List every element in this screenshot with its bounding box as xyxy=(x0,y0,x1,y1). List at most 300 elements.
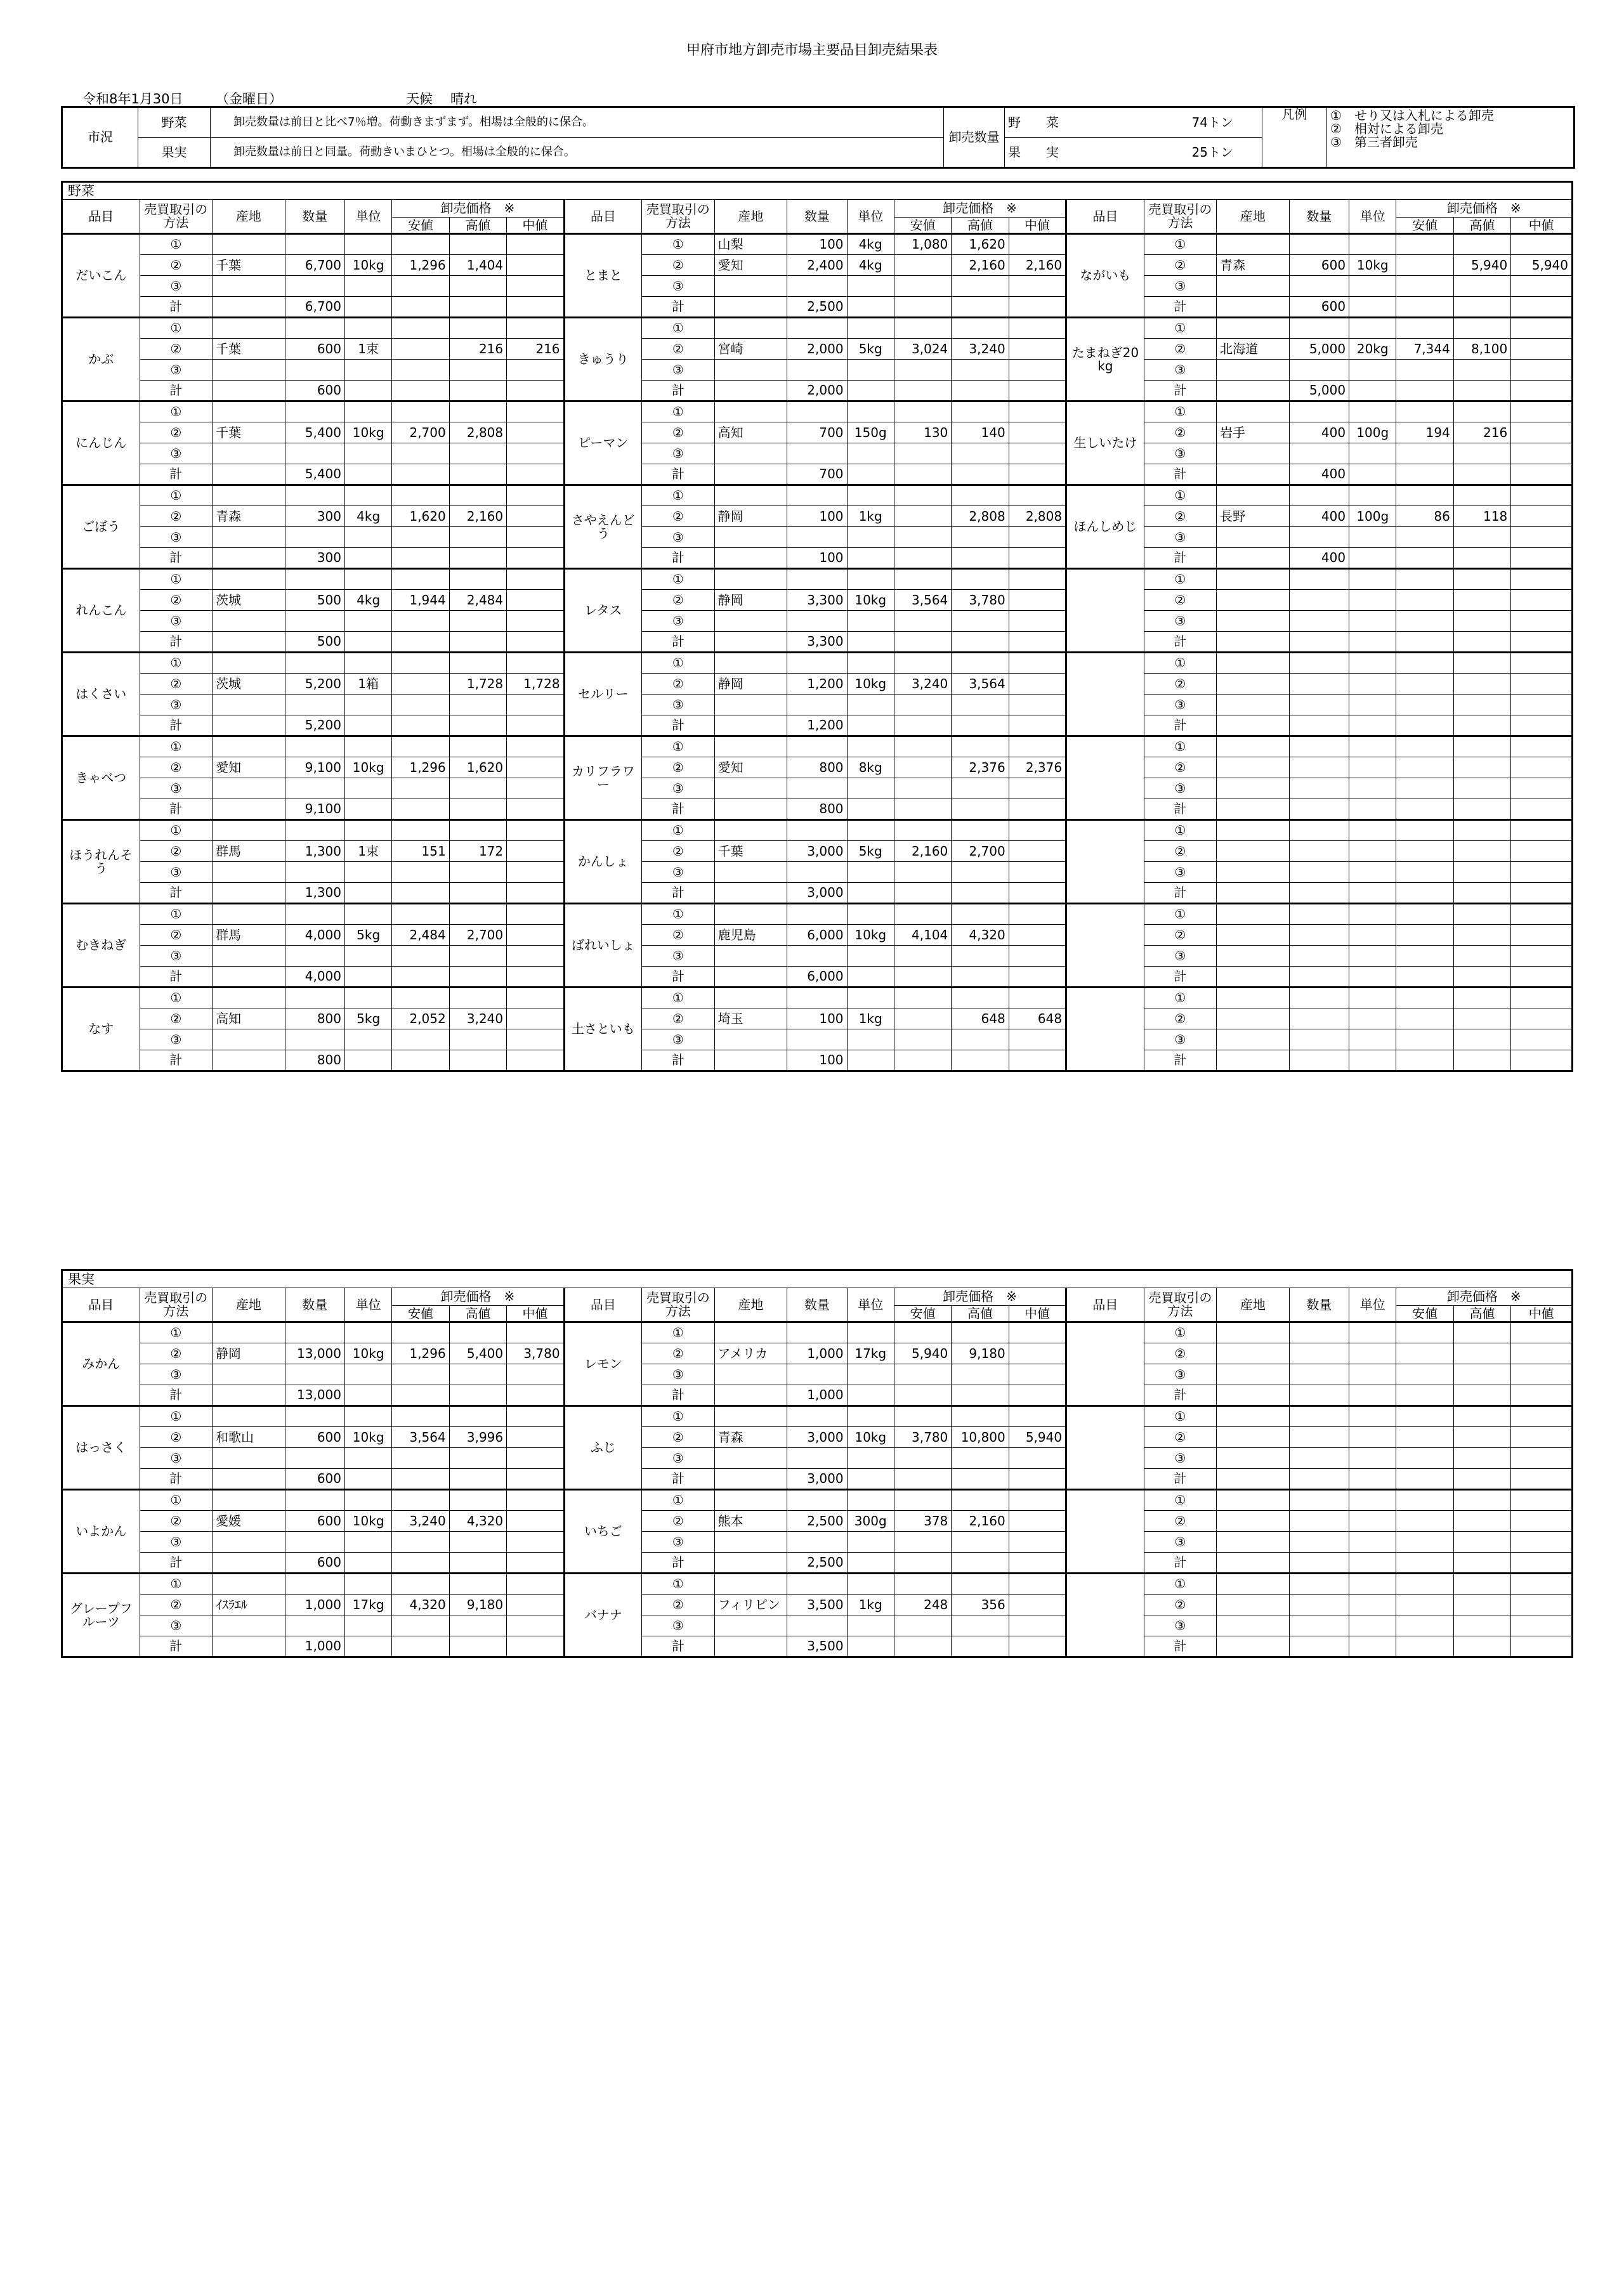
origin-cell xyxy=(1217,1636,1290,1657)
method-label: ① xyxy=(1144,1406,1217,1427)
empty-cell xyxy=(1453,799,1510,820)
empty-cell xyxy=(507,799,564,820)
empty-cell xyxy=(449,988,506,1008)
col-header-origin: 産地 xyxy=(714,200,787,234)
origin-cell xyxy=(1217,841,1290,862)
low-price-cell xyxy=(1396,1511,1453,1532)
table-row xyxy=(62,799,1573,820)
empty-cell xyxy=(1396,695,1453,715)
qty-cell xyxy=(1289,757,1349,778)
empty-cell xyxy=(1009,653,1066,674)
empty-cell xyxy=(787,611,847,632)
origin-cell xyxy=(714,1636,787,1657)
empty-cell xyxy=(213,904,285,925)
low-price-cell: 3,564 xyxy=(392,1427,449,1448)
empty-cell xyxy=(507,464,564,485)
method-label: ② xyxy=(642,506,715,527)
origin-cell: 静岡 xyxy=(714,590,787,611)
empty-cell xyxy=(714,318,787,339)
high-price-cell: 140 xyxy=(952,422,1009,443)
unit-cell: 10kg xyxy=(345,757,392,778)
empty-cell xyxy=(1396,715,1453,736)
qty-cell: 600 xyxy=(285,339,344,360)
empty-cell xyxy=(213,1029,285,1050)
col-header-qty: 数量 xyxy=(1289,200,1349,234)
empty-cell xyxy=(1396,1469,1453,1490)
table-row xyxy=(62,1469,1573,1490)
table-row xyxy=(62,988,1573,1008)
mid-price-cell: 5,940 xyxy=(1511,255,1573,276)
method-label: ③ xyxy=(642,1532,715,1553)
empty-cell xyxy=(213,1532,285,1553)
empty-cell xyxy=(1289,653,1349,674)
empty-cell xyxy=(449,234,506,255)
table-row xyxy=(62,1385,1573,1406)
low-price-cell: 3,024 xyxy=(894,339,951,360)
method-label: 計 xyxy=(642,632,715,653)
empty-cell xyxy=(1009,778,1066,799)
unit-cell xyxy=(1349,1008,1396,1029)
empty-cell xyxy=(1453,1532,1510,1553)
empty-cell xyxy=(847,1490,894,1511)
empty-cell xyxy=(1453,381,1510,401)
high-price-cell: 1,728 xyxy=(449,674,506,695)
origin-cell: 愛知 xyxy=(714,757,787,778)
method-label: ③ xyxy=(1144,862,1217,883)
method-label: ③ xyxy=(1144,1532,1217,1553)
origin-cell: 岩手 xyxy=(1217,422,1290,443)
empty-cell xyxy=(1511,1385,1573,1406)
table-row xyxy=(62,297,1573,318)
empty-cell xyxy=(894,715,951,736)
empty-cell xyxy=(714,1322,787,1343)
qty-cell: 1,000 xyxy=(285,1595,344,1615)
high-price-cell: 216 xyxy=(449,339,506,360)
high-price-cell: 2,160 xyxy=(449,506,506,527)
empty-cell xyxy=(392,569,449,590)
mid-price-cell xyxy=(507,841,564,862)
empty-cell xyxy=(1453,360,1510,381)
item-name: 土さといも xyxy=(564,988,642,1071)
empty-cell xyxy=(1453,820,1510,841)
empty-cell xyxy=(1453,318,1510,339)
mid-price-cell xyxy=(1009,925,1066,946)
origin-cell xyxy=(1217,632,1290,653)
empty-cell xyxy=(787,1490,847,1511)
table-row xyxy=(62,757,1573,778)
qty-cell: 9,100 xyxy=(285,757,344,778)
empty-cell xyxy=(1396,1364,1453,1385)
origin-cell: 静岡 xyxy=(714,506,787,527)
empty-cell xyxy=(1453,1469,1510,1490)
empty-cell xyxy=(1349,234,1396,255)
total-qty-cell: 4,000 xyxy=(285,967,344,988)
method-label: ① xyxy=(1144,1322,1217,1343)
table-row xyxy=(62,276,1573,297)
empty-cell xyxy=(213,360,285,381)
empty-cell xyxy=(847,1364,894,1385)
method-label: ① xyxy=(1144,653,1217,674)
qty-cell: 100 xyxy=(787,1008,847,1029)
empty-cell xyxy=(1511,569,1573,590)
empty-cell xyxy=(1396,485,1453,506)
empty-cell xyxy=(894,653,951,674)
item-name xyxy=(1066,736,1144,820)
empty-cell xyxy=(1453,988,1510,1008)
empty-cell xyxy=(449,1615,506,1636)
empty-cell xyxy=(285,360,344,381)
empty-cell xyxy=(392,1574,449,1595)
empty-cell xyxy=(507,862,564,883)
empty-cell xyxy=(285,1532,344,1553)
market-veg-label: 野菜 xyxy=(138,107,211,138)
total-qty-cell: 100 xyxy=(787,1050,847,1071)
table-row xyxy=(62,1615,1573,1636)
method-label: 計 xyxy=(1144,381,1217,401)
col-header-mid: 中値 xyxy=(507,1306,564,1322)
high-price-cell: 3,240 xyxy=(449,1008,506,1029)
method-label: ③ xyxy=(1144,1029,1217,1050)
method-label: ① xyxy=(642,1406,715,1427)
empty-cell xyxy=(714,360,787,381)
empty-cell xyxy=(345,297,392,318)
col-header-origin: 産地 xyxy=(1217,1288,1290,1322)
origin-cell xyxy=(1217,381,1290,401)
method-label: 計 xyxy=(140,1636,213,1657)
method-label: 計 xyxy=(642,1385,715,1406)
empty-cell xyxy=(1289,401,1349,422)
low-price-cell xyxy=(1396,1008,1453,1029)
mid-price-cell: 2,376 xyxy=(1009,757,1066,778)
col-header-low: 安値 xyxy=(1396,218,1453,234)
empty-cell xyxy=(1217,1490,1290,1511)
high-price-cell: 172 xyxy=(449,841,506,862)
empty-cell xyxy=(894,443,951,464)
col-header-origin: 産地 xyxy=(213,200,285,234)
method-label: 計 xyxy=(642,548,715,569)
low-price-cell: 194 xyxy=(1396,422,1453,443)
col-header-unit: 単位 xyxy=(345,1288,392,1322)
empty-cell xyxy=(1396,318,1453,339)
empty-cell xyxy=(1349,1448,1396,1469)
empty-cell xyxy=(449,1385,506,1406)
mid-price-cell xyxy=(1511,1427,1573,1448)
origin-cell: 千葉 xyxy=(213,339,285,360)
method-label: 計 xyxy=(642,1553,715,1574)
origin-cell xyxy=(213,548,285,569)
table-row xyxy=(62,1343,1573,1364)
empty-cell xyxy=(847,1448,894,1469)
high-price-cell xyxy=(1453,1008,1510,1029)
low-price-cell: 3,780 xyxy=(894,1427,951,1448)
empty-cell xyxy=(714,1364,787,1385)
empty-cell xyxy=(714,1406,787,1427)
origin-cell: ｲｽﾗｴﾙ xyxy=(213,1595,285,1615)
empty-cell xyxy=(714,611,787,632)
empty-cell xyxy=(787,1532,847,1553)
empty-cell xyxy=(213,318,285,339)
method-label: ② xyxy=(642,757,715,778)
low-price-cell xyxy=(1396,757,1453,778)
total-qty-cell: 1,300 xyxy=(285,883,344,904)
empty-cell xyxy=(894,632,951,653)
empty-cell xyxy=(1396,883,1453,904)
empty-cell xyxy=(894,1029,951,1050)
unit-cell: 1束 xyxy=(345,841,392,862)
empty-cell xyxy=(1453,611,1510,632)
origin-cell: 静岡 xyxy=(714,674,787,695)
method-label: ③ xyxy=(1144,946,1217,967)
market-veg-qty-cell xyxy=(1005,107,1262,138)
empty-cell xyxy=(449,401,506,422)
origin-cell: 鹿児島 xyxy=(714,925,787,946)
total-qty-cell: 2,500 xyxy=(787,1553,847,1574)
empty-cell xyxy=(714,1448,787,1469)
empty-cell xyxy=(449,715,506,736)
mid-price-cell xyxy=(507,422,564,443)
empty-cell xyxy=(1511,1448,1573,1469)
empty-cell xyxy=(1349,736,1396,757)
empty-cell xyxy=(1511,276,1573,297)
total-qty-cell: 300 xyxy=(285,548,344,569)
method-label: ③ xyxy=(1144,778,1217,799)
empty-cell xyxy=(285,988,344,1008)
empty-cell xyxy=(507,695,564,715)
origin-cell: 群馬 xyxy=(213,841,285,862)
item-name: バナナ xyxy=(564,1574,642,1657)
empty-cell xyxy=(847,297,894,318)
empty-cell xyxy=(1396,799,1453,820)
method-label: 計 xyxy=(140,632,213,653)
empty-cell xyxy=(1396,527,1453,548)
empty-cell xyxy=(1349,1574,1396,1595)
empty-cell xyxy=(894,904,951,925)
method-label: ② xyxy=(642,590,715,611)
low-price-cell xyxy=(392,339,449,360)
empty-cell xyxy=(285,527,344,548)
empty-cell xyxy=(952,1448,1009,1469)
empty-cell xyxy=(345,715,392,736)
empty-cell xyxy=(1009,443,1066,464)
empty-cell xyxy=(345,820,392,841)
empty-cell xyxy=(449,1364,506,1385)
mid-price-cell: 2,808 xyxy=(1009,506,1066,527)
origin-cell xyxy=(1217,1595,1290,1615)
table-row xyxy=(62,1364,1573,1385)
method-label: ② xyxy=(140,1008,213,1029)
unit-cell: 5kg xyxy=(847,339,894,360)
empty-cell xyxy=(1396,548,1453,569)
unit-cell: 1箱 xyxy=(345,674,392,695)
origin-cell xyxy=(1217,1427,1290,1448)
table-row xyxy=(62,527,1573,548)
empty-cell xyxy=(1009,1615,1066,1636)
method-label: ③ xyxy=(642,611,715,632)
origin-cell xyxy=(1217,715,1290,736)
empty-cell xyxy=(1453,1385,1510,1406)
empty-cell xyxy=(952,611,1009,632)
empty-cell xyxy=(1217,569,1290,590)
empty-cell xyxy=(345,1553,392,1574)
empty-cell xyxy=(449,736,506,757)
origin-cell: 茨城 xyxy=(213,590,285,611)
empty-cell xyxy=(213,234,285,255)
high-price-cell: 3,564 xyxy=(952,674,1009,695)
empty-cell xyxy=(1217,1448,1290,1469)
empty-cell xyxy=(894,1636,951,1657)
qty-cell: 100 xyxy=(787,234,847,255)
empty-cell xyxy=(1511,820,1573,841)
report-date: 令和8年1月30日 xyxy=(82,91,183,107)
empty-cell xyxy=(847,904,894,925)
mid-price-cell: 2,160 xyxy=(1009,255,1066,276)
empty-cell xyxy=(847,548,894,569)
empty-cell xyxy=(1349,485,1396,506)
empty-cell xyxy=(392,297,449,318)
empty-cell xyxy=(1217,1406,1290,1427)
empty-cell xyxy=(714,401,787,422)
unit-cell: 17kg xyxy=(847,1343,894,1364)
empty-cell xyxy=(952,569,1009,590)
origin-cell xyxy=(714,381,787,401)
empty-cell xyxy=(847,381,894,401)
empty-cell xyxy=(392,1532,449,1553)
origin-cell: 北海道 xyxy=(1217,339,1290,360)
empty-cell xyxy=(1453,862,1510,883)
empty-cell xyxy=(213,1406,285,1427)
method-label: ② xyxy=(1144,1595,1217,1615)
mid-price-cell xyxy=(1009,1595,1066,1615)
method-label: ① xyxy=(642,569,715,590)
method-label: 計 xyxy=(1144,548,1217,569)
empty-cell xyxy=(894,1553,951,1574)
empty-cell xyxy=(1009,1490,1066,1511)
empty-cell xyxy=(345,276,392,297)
empty-cell xyxy=(1396,778,1453,799)
empty-cell xyxy=(1396,1322,1453,1343)
empty-cell xyxy=(714,862,787,883)
total-qty-cell: 6,700 xyxy=(285,297,344,318)
empty-cell xyxy=(894,1469,951,1490)
origin-cell xyxy=(714,464,787,485)
method-label: ① xyxy=(1144,904,1217,925)
empty-cell xyxy=(392,883,449,904)
empty-cell xyxy=(952,736,1009,757)
total-qty-cell: 3,000 xyxy=(787,1469,847,1490)
empty-cell xyxy=(345,1322,392,1343)
legend-list xyxy=(1327,107,1575,168)
empty-cell xyxy=(449,695,506,715)
method-label: ① xyxy=(642,401,715,422)
item-name: きゃべつ xyxy=(62,736,140,820)
origin-cell xyxy=(213,883,285,904)
origin-cell xyxy=(714,548,787,569)
item-name xyxy=(1066,569,1144,653)
empty-cell xyxy=(787,1364,847,1385)
empty-cell xyxy=(1009,276,1066,297)
qty-cell xyxy=(1289,1427,1349,1448)
high-price-cell: 9,180 xyxy=(952,1343,1009,1364)
empty-cell xyxy=(1396,820,1453,841)
method-label: ① xyxy=(140,401,213,422)
empty-cell xyxy=(1289,946,1349,967)
empty-cell xyxy=(1511,1469,1573,1490)
high-price-cell: 3,240 xyxy=(952,339,1009,360)
unit-cell: 10kg xyxy=(345,1427,392,1448)
high-price-cell: 1,620 xyxy=(952,234,1009,255)
empty-cell xyxy=(1396,1385,1453,1406)
empty-cell xyxy=(392,1364,449,1385)
item-name: 生しいたけ xyxy=(1066,401,1144,485)
total-qty-cell: 3,300 xyxy=(787,632,847,653)
method-label: ③ xyxy=(642,443,715,464)
empty-cell xyxy=(285,862,344,883)
unit-cell: 5kg xyxy=(847,841,894,862)
origin-cell xyxy=(213,464,285,485)
empty-cell xyxy=(507,548,564,569)
empty-cell xyxy=(507,1448,564,1469)
empty-cell xyxy=(1453,401,1510,422)
empty-cell xyxy=(952,527,1009,548)
table-row xyxy=(62,778,1573,799)
empty-cell xyxy=(1396,1532,1453,1553)
empty-cell xyxy=(1217,485,1290,506)
col-header-mid: 中値 xyxy=(507,218,564,234)
empty-cell xyxy=(847,1469,894,1490)
empty-cell xyxy=(847,276,894,297)
empty-cell xyxy=(449,527,506,548)
method-label: ③ xyxy=(1144,527,1217,548)
empty-cell xyxy=(1396,946,1453,967)
empty-cell xyxy=(1396,1448,1453,1469)
qty-cell: 5,400 xyxy=(285,422,344,443)
mid-price-cell xyxy=(1511,757,1573,778)
empty-cell xyxy=(449,799,506,820)
empty-cell xyxy=(392,401,449,422)
empty-cell xyxy=(285,778,344,799)
unit-cell: 1束 xyxy=(345,339,392,360)
empty-cell xyxy=(1511,318,1573,339)
origin-cell: 長野 xyxy=(1217,506,1290,527)
method-label: ② xyxy=(642,674,715,695)
col-header-price: 卸売価格 ※ xyxy=(894,1288,1066,1306)
method-label: ③ xyxy=(642,1448,715,1469)
empty-cell xyxy=(345,318,392,339)
empty-cell xyxy=(847,988,894,1008)
origin-cell: 青森 xyxy=(213,506,285,527)
empty-cell xyxy=(1511,1322,1573,1343)
empty-cell xyxy=(392,1553,449,1574)
qty-cell xyxy=(1289,925,1349,946)
high-price-cell: 2,808 xyxy=(952,506,1009,527)
empty-cell xyxy=(1453,1448,1510,1469)
low-price-cell xyxy=(392,674,449,695)
method-label: ③ xyxy=(140,946,213,967)
empty-cell xyxy=(952,946,1009,967)
empty-cell xyxy=(285,1615,344,1636)
method-label: 計 xyxy=(140,1553,213,1574)
origin-cell: 埼玉 xyxy=(714,1008,787,1029)
method-label: ② xyxy=(140,1511,213,1532)
empty-cell xyxy=(1289,485,1349,506)
empty-cell xyxy=(1453,1050,1510,1071)
empty-cell xyxy=(449,967,506,988)
empty-cell xyxy=(449,443,506,464)
empty-cell xyxy=(345,736,392,757)
empty-cell xyxy=(847,778,894,799)
empty-cell xyxy=(1349,715,1396,736)
unit-cell: 10kg xyxy=(847,590,894,611)
